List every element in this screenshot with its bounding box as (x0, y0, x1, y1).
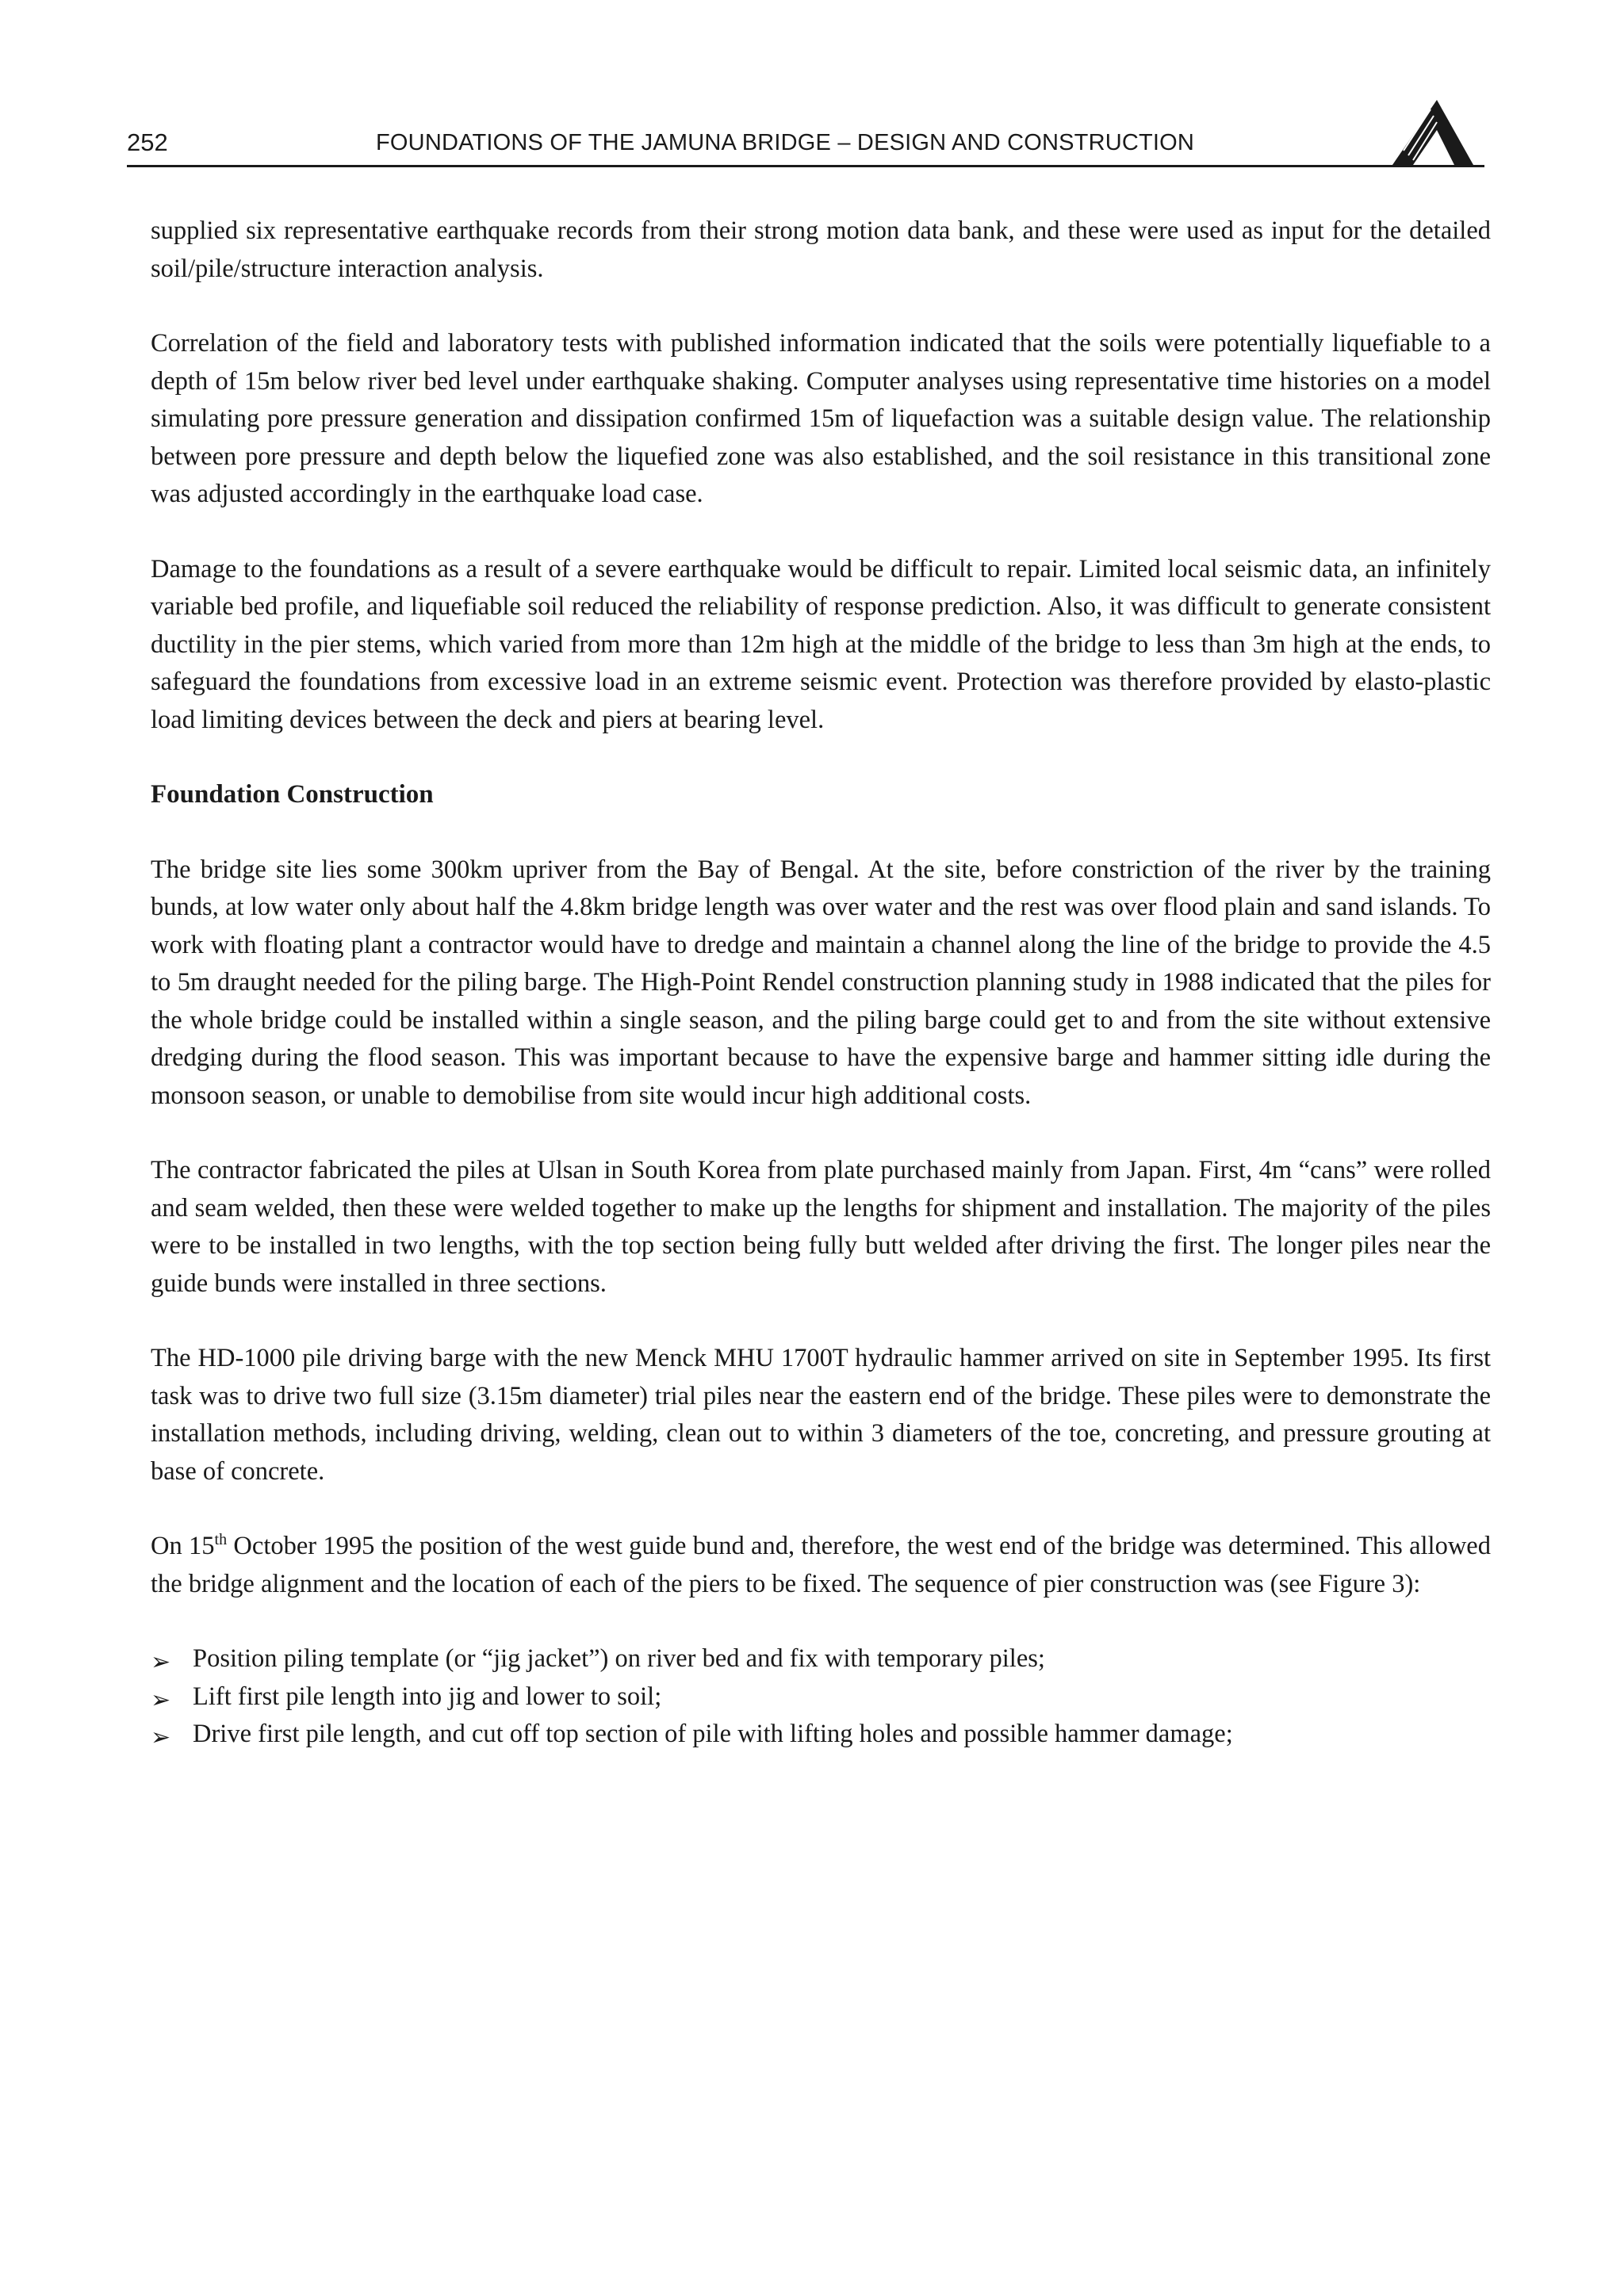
section-heading: Foundation Construction (151, 780, 434, 809)
running-title: FOUNDATIONS OF THE JAMUNA BRIDGE – DESIGN AND CONSTRUCTION (376, 130, 1195, 155)
running-header (127, 119, 1484, 168)
list-item (151, 1640, 1491, 1678)
paragraph-2: Correlation of the field and laboratory tests with published information indicated that the soils were potentially liquefiable to a depth of 15m below river bed level under earthquake shaking. Computer analyses using representative time histories on a model simulating pore pressure generation and dissipation confirmed 15m of liquefaction was a suitable design value. The relationship between pore pressure and depth below the liquefied zone was also established, and the soil resistance in this transitional zone was adjusted accordingly in the earthquake load case. (151, 329, 1491, 508)
publisher-logo-icon (1389, 95, 1477, 168)
paragraph-7-rest: October 1995 the position of the west guide bund and, therefore, the west end of the bridge was determined. This allowed the bridge alignment and the location of each of the piers to be fixed. The sequence of pier construction was (see Figure 3): (151, 1532, 1491, 1598)
page-body (151, 212, 1491, 1754)
list-item (151, 1678, 1491, 1716)
paragraph-5: The contractor fabricated the piles at Ulsan in South Korea from plate purchased mainly from Japan. First, 4m “cans” were rolled and seam welded, then these were welded together to make up the lengths for shipment and installation. The majority of the piles were to be installed in two lengths, with the top section being fully butt welded after driving the first. The longer piles near the guide bunds were installed in three sections. (151, 1156, 1491, 1298)
header-rule (127, 165, 1484, 167)
paragraph-1: supplied six representative earthquake records from their strong motion data bank, and these were used as input for the detailed soil/pile/structure interaction analysis. (151, 216, 1491, 283)
arrow-bullet-icon: ➢ (151, 1649, 171, 1675)
paragraph-7-start: On 15 (151, 1532, 215, 1560)
list-item-text: Position piling template (or “jig jacket”) on river bed and fix with temporary piles; (193, 1644, 1045, 1673)
ordinal-suffix: th (214, 1531, 228, 1549)
arrow-bullet-icon: ➢ (151, 1686, 171, 1713)
list-item-text: Lift first pile length into jig and lower to soil; (193, 1682, 662, 1711)
arrow-bullet-icon: ➢ (151, 1724, 171, 1751)
paragraph-7 (151, 1528, 1491, 1603)
paragraph-4: The bridge site lies some 300km upriver from the Bay of Bengal. At the site, before constriction of the river by the training bunds, at low water only about half the 4.8km bridge length was over water and the rest was over flood plain and sand islands. To work with floating plant a contractor would have to dredge and maintain a channel along the line of the bridge to provide the 4.5 to 5m draught needed for the piling barge. The High-Point Rendel construction planning study in 1988 indicated that the piles for the whole bridge could be installed within a single season, and the piling barge could get to and from the site without extensive dredging during the flood season. This was important because to have the expensive barge and hammer sitting idle during the monsoon season, or unable to demobilise from site would incur high additional costs. (151, 855, 1491, 1110)
page-number: 252 (127, 128, 168, 156)
list-item-text: Drive first pile length, and cut off top section of pile with lifting holes and possible hammer damage; (193, 1720, 1233, 1748)
construction-sequence-list (151, 1640, 1491, 1754)
paragraph-3: Damage to the foundations as a result of a severe earthquake would be difficult to repair. Limited local seismic data, an infinitely variable bed profile, and liquefiable soil reduced the reliability of response prediction. Also, it was difficult to generate consistent ductility in the pier stems, which varied from more than 12m high at the middle of the bridge to less than 3m high at the ends, to safeguard the foundations from excessive load in an extreme seismic event. Protection was therefore provided by elasto-plastic load limiting devices between the deck and piers at bearing level. (151, 554, 1491, 734)
paragraph-6: The HD-1000 pile driving barge with the new Menck MHU 1700T hydraulic hammer arrived on site in September 1995. Its first task was to drive two full size (3.15m diameter) trial piles near the eastern end of the bridge. These piles were to demonstrate the installation methods, including driving, welding, clean out to within 3 diameters of the toe, concreting, and pressure grouting at base of concrete. (151, 1344, 1491, 1486)
list-item (151, 1716, 1491, 1754)
